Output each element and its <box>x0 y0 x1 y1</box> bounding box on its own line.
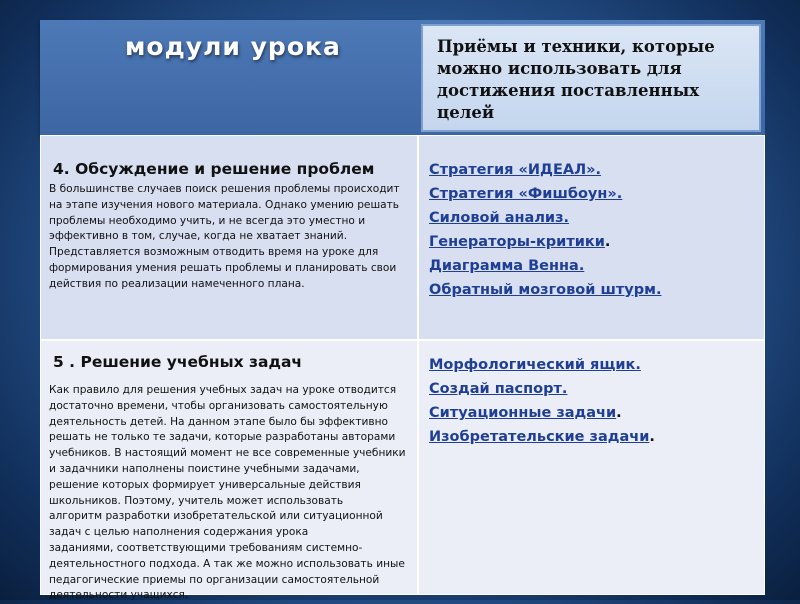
technique-link[interactable]: Стратегия «ИДЕАЛ». <box>429 162 602 178</box>
header-left-cell <box>40 20 418 135</box>
header-right-line: Приёмы и техники, которые <box>437 37 715 56</box>
technique-item[interactable]: Изобретательские задачи. <box>429 429 655 445</box>
technique-link[interactable]: Обратный мозговой штурм. <box>429 282 662 298</box>
row-5-title: 5 . Решение учебных задач <box>53 353 303 371</box>
header-right-box <box>421 24 761 132</box>
text-line: эффективно в том, случае, когда не хватает знаний. <box>49 230 348 243</box>
technique-item[interactable] <box>429 254 661 278</box>
text-line: деятельность детей. На данном этапе было бы эффективно <box>49 415 389 428</box>
text-line: формирования умения решать проблемы и планировать свои <box>49 261 397 274</box>
text-line: деятельностного подхода. А так же можно использовать иные <box>49 557 405 570</box>
text-line: деятельности учащихся. <box>49 589 189 602</box>
text-line: школьников. Поэтому, учитель может использовать <box>49 494 344 507</box>
technique-item[interactable]: Генераторы-критики. <box>429 234 611 250</box>
row-5-techniques-cell <box>418 340 765 595</box>
technique-link[interactable]: Диаграмма Венна. <box>429 258 585 274</box>
text-line: проблемы необходимо учить, и не всегда это уместно и <box>49 214 366 227</box>
header-left-title: модули урока <box>125 32 341 61</box>
technique-item[interactable] <box>429 278 661 302</box>
technique-link[interactable]: Морфологический ящик. <box>429 357 641 373</box>
header-right-line: можно использовать для <box>437 59 682 78</box>
text-line: задач с целью наполнения содержания урока <box>49 526 309 539</box>
text-line: В большинстве случаев поиск решения проблемы происходит <box>49 183 400 195</box>
technique-item[interactable]: Ситуационные задачи. <box>429 405 622 421</box>
technique-link[interactable]: Ситуационные задачи <box>429 405 617 421</box>
text-line: решать не только те задачи, которые разработаны авторами <box>49 431 396 444</box>
lesson-modules-table <box>40 20 765 602</box>
technique-link[interactable]: Стратегия «Фишбоун». <box>429 186 623 202</box>
row-5-text <box>49 383 413 604</box>
row-5-techniques-list <box>429 353 655 449</box>
text-line: заданиями, соответствующими требованиям системно- <box>49 541 363 554</box>
text-line: действия по реализации намеченного плана. <box>49 277 305 290</box>
technique-item[interactable] <box>429 158 661 182</box>
technique-link[interactable]: Изобретательские задачи <box>429 429 650 445</box>
text-line: педагогические приемы по организации самостоятельной <box>49 573 380 586</box>
row-4-text <box>49 182 413 293</box>
text-line: решение которых формирует универсальные действия <box>49 478 361 491</box>
technique-link[interactable]: Силовой анализ. <box>429 210 570 226</box>
header-right-line: достижения поставленных <box>437 81 700 100</box>
text-line: и задачники наполнены поистине учебными задачами, <box>49 462 360 475</box>
technique-item[interactable] <box>429 206 661 230</box>
header-right-line: целей <box>437 103 495 122</box>
technique-item[interactable] <box>429 377 655 401</box>
row-4-description-cell <box>40 135 418 340</box>
technique-item[interactable] <box>429 182 661 206</box>
technique-link[interactable]: Создай паспорт. <box>429 381 568 397</box>
text-line: алгоритм разработки изобретательской или ситуационной <box>49 510 383 523</box>
text-line: Как правило для решения учебных задач на уроке отводится <box>49 384 397 396</box>
text-line: на этапе изучения нового материала. Однако умению решать <box>49 198 400 211</box>
row-5-description-cell <box>40 340 418 602</box>
row-4-techniques-list <box>429 158 661 302</box>
technique-link[interactable]: Генераторы-критики <box>429 234 605 250</box>
row-4-techniques-cell <box>418 135 765 340</box>
technique-item[interactable] <box>429 353 655 377</box>
text-line: Представляется возможным отводить время на уроке для <box>49 246 379 259</box>
text-line: достаточно времени, чтобы организовать самостоятельную <box>49 399 388 412</box>
row-4-title: 4. Обсуждение и решение проблем <box>53 160 375 178</box>
text-line: учебников. В настоящий момент не все современные учебники <box>49 447 406 460</box>
